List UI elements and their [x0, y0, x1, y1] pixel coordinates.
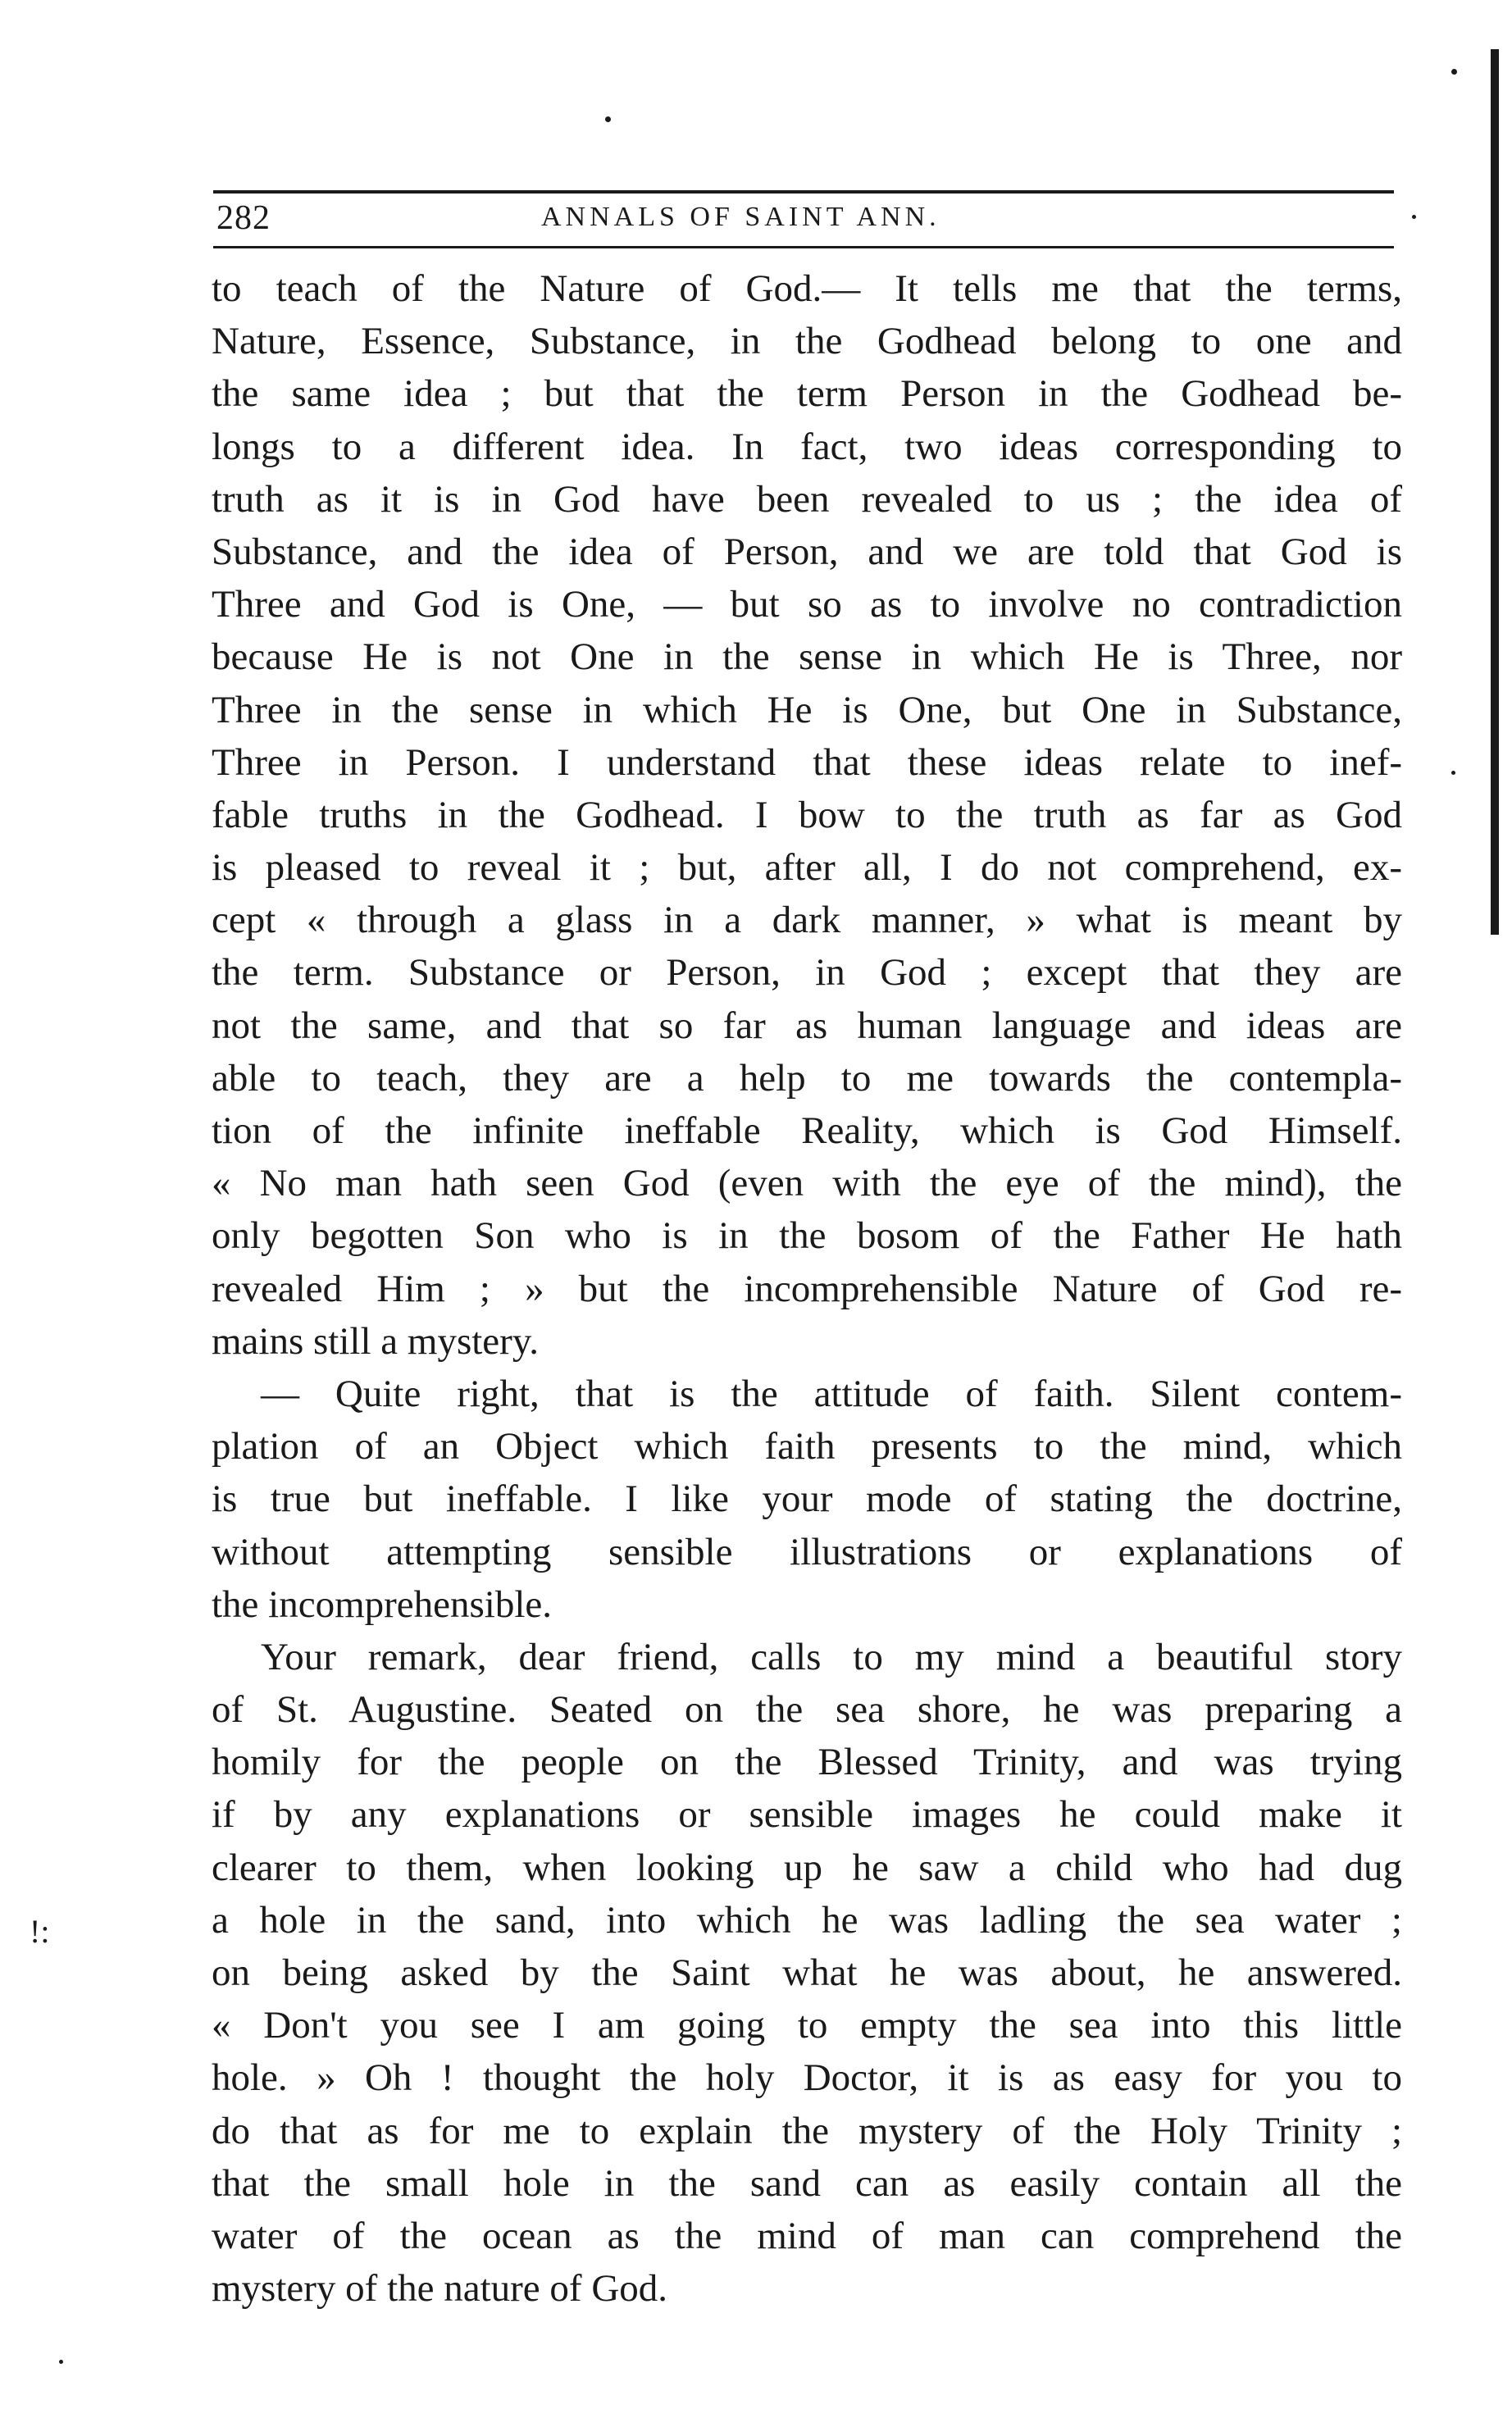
text-line: the term. Substance or Person, in God ; except that they are	[212, 951, 1402, 995]
text-line: tion of the infinite ineffable Reality, which is God Himself.	[212, 1109, 1402, 1152]
header-rule-bottom	[213, 246, 1394, 248]
text-line-paragraph-start: — Quite right, that is the attitude of faith. Silent contem-	[261, 1372, 1402, 1415]
text-line: homily for the people on the Blessed Trinity, and was trying	[212, 1741, 1402, 1784]
text-line-paragraph-start: Your remark, dear friend, calls to my mind a beautiful story	[261, 1635, 1402, 1678]
text-line: do that as for me to explain the mystery of the Holy Trinity ;	[212, 2109, 1402, 2152]
text-line: fable truths in the Godhead. I bow to the truth as far as God	[212, 793, 1402, 836]
text-line: able to teach, they are a help to me towards the contempla-	[212, 1056, 1402, 1100]
ink-speck	[1412, 215, 1416, 219]
ink-speck	[1451, 69, 1457, 75]
text-line: not the same, and that so far as human language and ideas are	[212, 1004, 1402, 1047]
text-line: to teach of the Nature of God.— It tells me that the terms,	[212, 267, 1402, 310]
body-text	[212, 262, 1402, 2315]
text-line: plation of an Object which faith presents to the mind, which	[212, 1425, 1402, 1468]
ink-speck	[59, 2360, 63, 2364]
text-line: if by any explanations or sensible images he could make it	[212, 1793, 1402, 1837]
header-rule-top	[213, 190, 1394, 194]
text-line: the incomprehensible.	[212, 1582, 553, 1626]
text-line: Three and God is One, — but so as to involve no contradiction	[212, 583, 1402, 626]
ink-speck	[1451, 771, 1455, 775]
text-line: Nature, Essence, Substance, in the Godhead belong to one and	[212, 320, 1402, 363]
page-number: 282	[216, 199, 271, 237]
page-edge-shadow	[1491, 49, 1499, 935]
text-line: only begotten Son who is in the bosom of the Father He hath	[212, 1214, 1402, 1258]
text-line: is pleased to reveal it ; but, after all, I do not comprehend, ex-	[212, 846, 1402, 890]
text-line: is true but ineffable. I like your mode of stating the doctrine,	[212, 1478, 1402, 1521]
text-line: revealed Him ; » but the incomprehensible Nature of God re-	[212, 1267, 1402, 1310]
running-head: ANNALS OF SAINT ANN.	[541, 202, 940, 232]
text-line: clearer to them, when looking up he saw a child who had dug	[212, 1846, 1402, 1889]
text-line: Three in the sense in which He is One, but One in Substance,	[212, 688, 1402, 731]
text-line: longs to a different idea. In fact, two ideas corresponding to	[212, 425, 1402, 468]
margin-mark: !:	[30, 1913, 50, 1950]
text-line: a hole in the sand, into which he was ladling the sea water ;	[212, 1898, 1402, 1942]
text-line: without attempting sensible illustrations or explanations of	[212, 1530, 1402, 1573]
text-line: the same idea ; but that the term Person in the Godhead be-	[212, 372, 1402, 416]
text-line: hole. » Oh ! thought the holy Doctor, it is as easy for you to	[212, 2056, 1402, 2100]
text-line: water of the ocean as the mind of man can comprehend the	[212, 2214, 1402, 2257]
text-line: of St. Augustine. Seated on the sea shore, he was preparing a	[212, 1688, 1402, 1732]
text-line: Substance, and the idea of Person, and we are told that God is	[212, 530, 1402, 573]
text-line: on being asked by the Saint what he was about, he answered.	[212, 1951, 1402, 1994]
text-line: Three in Person. I understand that these ideas relate to inef-	[212, 740, 1402, 784]
text-line: « No man hath seen God (even with the eye of the mind), the	[212, 1162, 1402, 1205]
text-line: because He is not One in the sense in which He is Three, nor	[212, 635, 1402, 679]
ink-speck	[605, 116, 611, 122]
text-line: truth as it is in God have been revealed to us ; the idea of	[212, 477, 1402, 521]
text-line: cept « through a glass in a dark manner, » what is meant by	[212, 899, 1402, 942]
page-header	[213, 190, 1394, 243]
text-line: mains still a mystery.	[212, 1319, 540, 1363]
text-line: mystery of the nature of God.	[212, 2267, 668, 2311]
text-line: that the small hole in the sand can as easily contain all the	[212, 2161, 1402, 2205]
text-line: « Don't you see I am going to empty the sea into this little	[212, 2004, 1402, 2047]
